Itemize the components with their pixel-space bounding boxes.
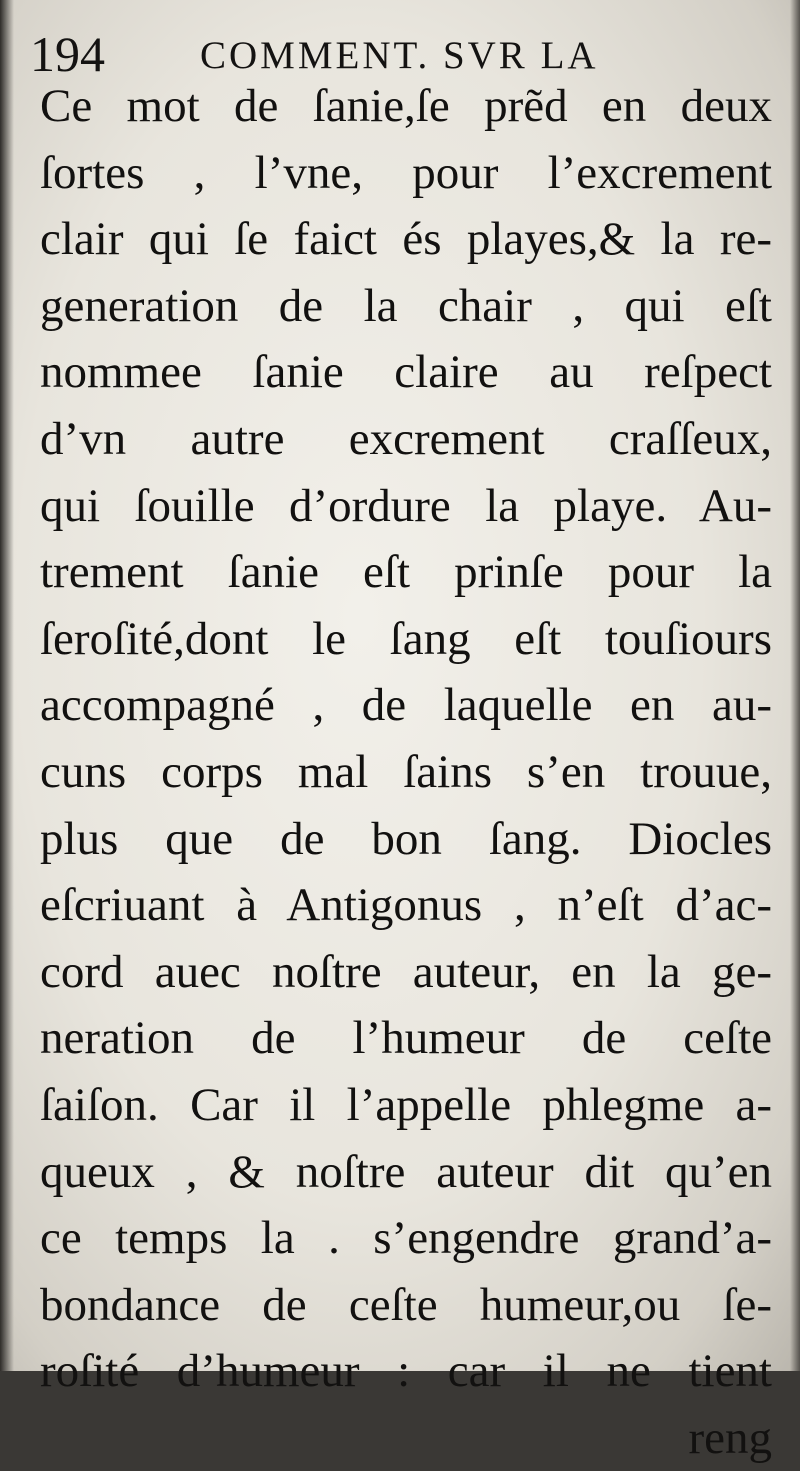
running-title: COMMENT. SVR LA	[200, 34, 599, 77]
text-line: accompagné , de laquelle en au-	[40, 679, 772, 732]
text-line: roſité d’humeur : car il ne tient	[40, 1345, 772, 1398]
catchword: reng	[688, 1411, 772, 1464]
page-edge-shadow	[790, 0, 800, 1371]
text-line: ce temps la . s’engendre grand’a-	[40, 1212, 772, 1265]
text-line: Ce mot de ſanie,ſe prẽd en deux	[40, 80, 772, 132]
text-line: qui ſouille d’ordure la playe. Au-	[40, 479, 772, 532]
text-line: ſortes , l’vne, pour l’excrement	[40, 146, 772, 199]
page-gutter-shadow	[0, 0, 14, 1371]
text-line: ſaiſon. Car il l’appelle phlegme a-	[40, 1078, 772, 1131]
text-line: neration de l’humeur de ceſte	[40, 1012, 772, 1065]
body-text	[40, 73, 772, 1471]
text-line: trement ſanie eſt prinſe pour la	[40, 546, 772, 599]
text-line: nommee ſanie claire au reſpect	[40, 346, 772, 399]
text-line: queux , & noſtre auteur dit qu’en	[40, 1145, 772, 1198]
text-line: generation de la chair , qui eſt	[40, 279, 772, 332]
text-line: cuns corps mal ſains s’en trouue,	[40, 745, 772, 798]
text-line: bondance de ceſte humeur,ou ſe-	[40, 1278, 772, 1331]
text-line: plus que de bon ſang. Diocles	[40, 812, 772, 865]
page-header	[30, 20, 770, 80]
text-line: d’vn autre excrement craſſeux,	[40, 412, 772, 465]
text-line: ſeroſité,dont le ſang eſt touſiours	[40, 612, 772, 665]
text-line: cord auec noſtre auteur, en la ge-	[40, 945, 772, 998]
text-line: eſcriuant à Antigonus , n’eſt d’ac-	[40, 879, 772, 932]
page-number: 194	[30, 26, 105, 82]
text-line: clair qui ſe faict és playes,& la re-	[40, 213, 772, 266]
